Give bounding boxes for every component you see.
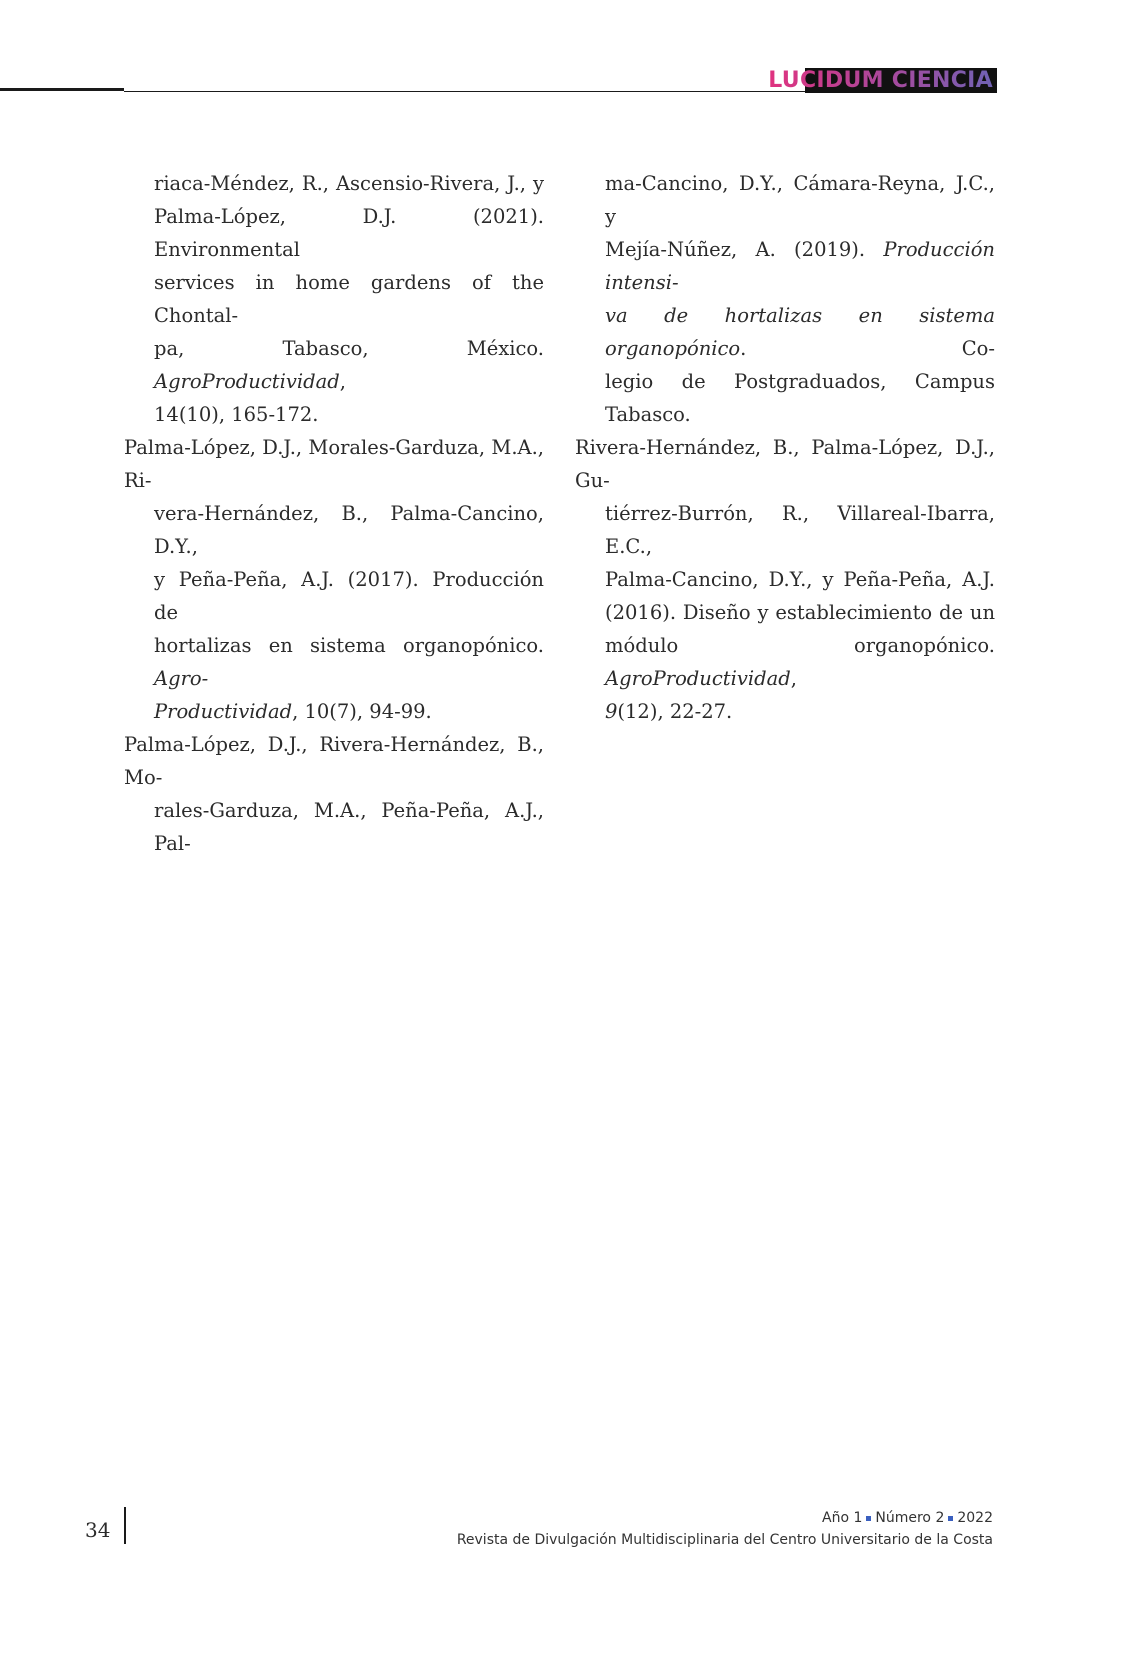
reference-line: ma-Cancino, D.Y., Cámara-Reyna, J.C., y [605, 172, 995, 228]
book-title: Producción intensi- [605, 238, 995, 294]
reference-line: Palma-López, D.J., Rivera-Hernández, B., Mo- [124, 733, 544, 789]
reference-line: tiérrez-Burrón, R., Villareal-Ibarra, E.C., [605, 502, 995, 558]
reference-line: va de hortalizas en sistema organopónico. Co- [605, 304, 995, 360]
reference-line: Rivera-Hernández, B., Palma-López, D.J., Gu- [575, 436, 995, 492]
book-title: va de hortalizas en sistema organopónico [605, 304, 995, 360]
issue-label: Número 2 [875, 1510, 945, 1526]
journal-name: Agro- [154, 667, 209, 690]
right-column [575, 167, 995, 728]
reference-line: y Peña-Peña, A.J. (2017). Producción de [154, 568, 544, 624]
reference-line: vera-Hernández, B., Palma-Cancino, D.Y., [154, 502, 544, 558]
bullet-icon [866, 1516, 871, 1521]
reference-item [124, 728, 544, 860]
reference-line: Mejía-Núñez, A. (2019). Producción intensi- [605, 238, 995, 294]
header-rule-thick [0, 88, 124, 91]
reference-item [575, 431, 995, 728]
reference-line: Palma-López, D.J., Morales-Garduza, M.A., Ri- [124, 436, 544, 492]
reference-line: riaca-Méndez, R., Ascensio-Rivera, J., y [154, 172, 544, 195]
page-number: 34 [85, 1518, 111, 1542]
journal-name: AgroProductividad [605, 667, 791, 690]
journal-name: AgroProductividad [154, 370, 340, 393]
reference-line: Palma-Cancino, D.Y., y Peña-Peña, A.J. [605, 568, 995, 591]
reference-line: 9(12), 22-27. [605, 700, 733, 723]
reference-line: rales-Garduza, M.A., Peña-Peña, A.J., Pal- [154, 799, 544, 855]
left-column [124, 167, 544, 860]
reference-line: pa, Tabasco, México. AgroProductividad, [154, 337, 544, 393]
footer-info [457, 1507, 993, 1551]
footer-divider [124, 1507, 126, 1544]
year-label: Año 1 [822, 1510, 863, 1526]
reference-item [575, 167, 995, 431]
date-label: 2022 [957, 1510, 993, 1526]
journal-name: Productividad [154, 700, 293, 723]
reference-line: legio de Postgraduados, Campus Tabasco. [605, 370, 995, 426]
reference-line: Productividad, 10(7), 94-99. [154, 700, 432, 723]
journal-title: Revista de Divulgación Multidisciplinaria del Centro Universitario de la Costa [456, 1532, 993, 1548]
reference-line: 14(10), 165-172. [154, 403, 319, 426]
reference-line: (2016). Diseño y establecimiento de un [605, 601, 995, 624]
reference-item [124, 431, 544, 728]
bullet-icon [948, 1516, 953, 1521]
reference-item [124, 167, 544, 431]
volume-number: 9 [605, 700, 618, 723]
reference-line: services in home gardens of the Chontal- [154, 271, 544, 327]
issue-line [457, 1507, 993, 1529]
brand-logo: LUCIDUM CIENCIA [764, 68, 997, 93]
reference-line: Palma-López, D.J. (2021). Environmental [154, 205, 544, 261]
reference-line: hortalizas en sistema organopónico. Agro- [154, 634, 544, 690]
reference-line: módulo organopónico. AgroProductividad, [605, 634, 995, 690]
